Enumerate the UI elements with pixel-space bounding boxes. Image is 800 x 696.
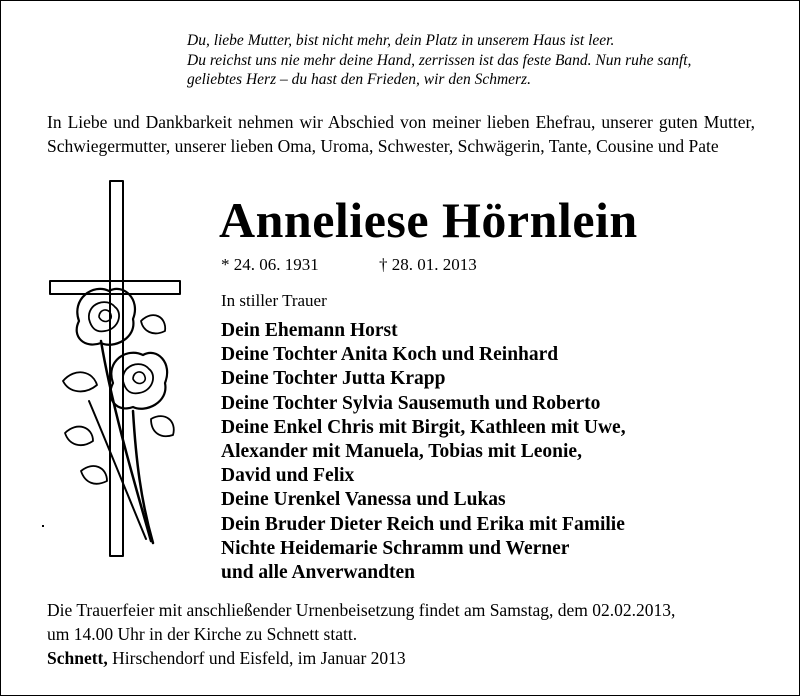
poem-line: Du reichst uns nie mehr deine Hand, zerrissen ist das feste Band. Nun ruhe sanft, (187, 51, 692, 69)
signoff (47, 648, 406, 669)
mourner-line: Deine Tochter Anita Koch und Reinhard (221, 344, 559, 366)
birth-date: * 24. 06. 1931 (221, 255, 319, 274)
mourner-line: Deine Enkel Chris mit Birgit, Kathleen mit Uwe, (221, 416, 626, 438)
signoff-place: Schnett, (47, 648, 108, 668)
mourner-line: David und Felix (221, 465, 355, 487)
service-line: um 14.00 Uhr in der Kirche zu Schnett statt. (47, 624, 358, 644)
mourner-line: Deine Tochter Sylvia Sausemuth und Roberto (221, 392, 601, 414)
life-dates (221, 255, 477, 275)
funeral-service-info (47, 598, 757, 646)
mourner-line: Nichte Heidemarie Schramm und Werner (221, 537, 570, 559)
mourner-line: und alle Anverwandten (221, 562, 415, 584)
poem-line: geliebtes Herz – du hast den Frieden, wir den Schmerz. (187, 71, 531, 88)
poem-line: Du, liebe Mutter, bist nicht mehr, dein Platz in unserem Haus ist leer. (187, 32, 615, 49)
poem (187, 31, 767, 90)
mourner-line: Dein Bruder Dieter Reich und Erika mit Familie (221, 513, 625, 535)
mourners-list (221, 319, 626, 585)
death-date: † 28. 01. 2013 (379, 255, 477, 274)
deceased-name: Anneliese Hörnlein (219, 192, 638, 248)
mourner-line: Alexander mit Manuela, Tobias mit Leonie, (221, 441, 582, 463)
mourner-line: Deine Tochter Jutta Krapp (221, 368, 446, 390)
mourner-line: Dein Ehemann Horst (221, 320, 398, 341)
decorative-dot (42, 525, 44, 527)
intro-text: In Liebe und Dankbarkeit nehmen wir Abschied von meiner lieben Ehefrau, unserer guten Mutter, Schwiegermutter, unserer lieben Oma, Uroma, Schwester, Schwägerin, Tante, Cousine und Pate (47, 112, 755, 156)
service-line: Die Trauerfeier mit anschließender Urnenbeisetzung findet am Samstag, dem 02.02.2013, (47, 600, 676, 620)
mourner-line: Deine Urenkel Vanessa und Lukas (221, 489, 506, 511)
in-mourning-label: In stiller Trauer (221, 291, 327, 310)
cross-with-roses-icon (41, 171, 191, 571)
signoff-rest: Hirschendorf und Eisfeld, im Januar 2013 (107, 648, 406, 668)
